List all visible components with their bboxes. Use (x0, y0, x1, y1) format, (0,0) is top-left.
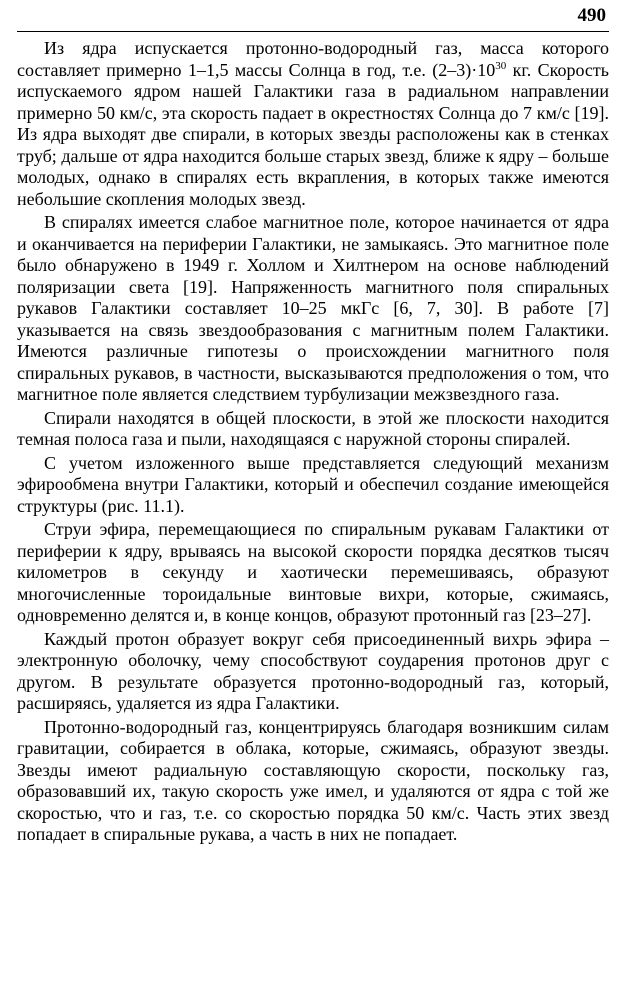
paragraph-1-exponent: 30 (495, 59, 507, 72)
page-number: 490 (577, 5, 606, 26)
header-rule (17, 31, 609, 32)
paragraph-1 (17, 38, 609, 210)
paragraph-5: Струи эфира, перемещающиеся по спиральным рукавам Галактики от периферии к ядру, врываясь на высокой скорости порядка десятков тысяч километров в секунду и хаотически перемешиваясь, образуют многочисленные тороидальные винтовые вихри, которые, сжимаясь, одновременно делятся и, в конце концов, образуют протонный газ [23–27]. (17, 519, 609, 625)
paragraph-4: С учетом изложенного выше представляется следующий механизм эфирообмена внутри Галактики, который и обеспечил создание имеющейся структуры (рис. 11.1). (17, 452, 609, 516)
paragraph-1-text-b: кг. Скорость испускаемого ядром нашей Галактики газа в радиальном направлении примерно 50 км/с, эта скорость падает в окрестностях Солнца до 7 км/с [19]. Из ядра выходят две спирали, в которых звезды расположены как в стенках труб; дальше от ядра находится больше старых звезд, ближе к ядру – больше молодых, однако в спиралях есть вкрапления, в которых также имеются небольшие скопления молодых звезд. (17, 59, 609, 209)
paragraph-7: Протонно-водородный газ, концентрируясь благодаря возникшим силам гравитации, собирается в облака, которые, сжимаясь, образуют звезды. Звезды имеют радиальную составляющую скорости, поскольку газ, образовавший их, такую скорость уже имел, и удаляются от ядра с той же скоростью, что и газ, т.е. со скоростью порядка 50 км/с. Часть этих звезд попадает в спиральные рукава, а часть в них не попадает. (17, 716, 609, 844)
paragraph-1-text-a: Из ядра испускается протонно-водородный газ, масса которого составляет примерно 1–1,5 массы Солнца в год, т.е. (2–3)·10 (17, 38, 609, 80)
paragraph-2: В спиралях имеется слабое магнитное поле, которое начинается от ядра и оканчивается на периферии Галактики, не замыкаясь. Это магнитное поле было обнаружено в 1949 г. Холлом и Хилтнером на основе наблюдений поляризации света [19]. Напряженность магнитного поля спиральных рукавов Галактики составляет 10–25 мкГс [6, 7, 30]. В работе [7] указывается на связь звездообразования с магнитным полем Галактики. Имеются различные гипотезы о происхождении магнитного поля спиральных рукавов, в частности, высказываются предположения о том, что магнитное поле является следствием турбулизации межзвездного газа. (17, 212, 609, 404)
paragraph-3: Спирали находятся в общей плоскости, в этой же плоскости находится темная полоса газа и пыли, находящаяся с наружной стороны спиралей. (17, 407, 609, 449)
paragraph-6: Каждый протон образует вокруг себя присоединенный вихрь эфира – электронную оболочку, чему способствуют соударения протонов друг с другом. В результате образуется протонно-водородный газ, который, расширяясь, удаляется из ядра Галактики. (17, 628, 609, 713)
text-body (17, 38, 609, 846)
